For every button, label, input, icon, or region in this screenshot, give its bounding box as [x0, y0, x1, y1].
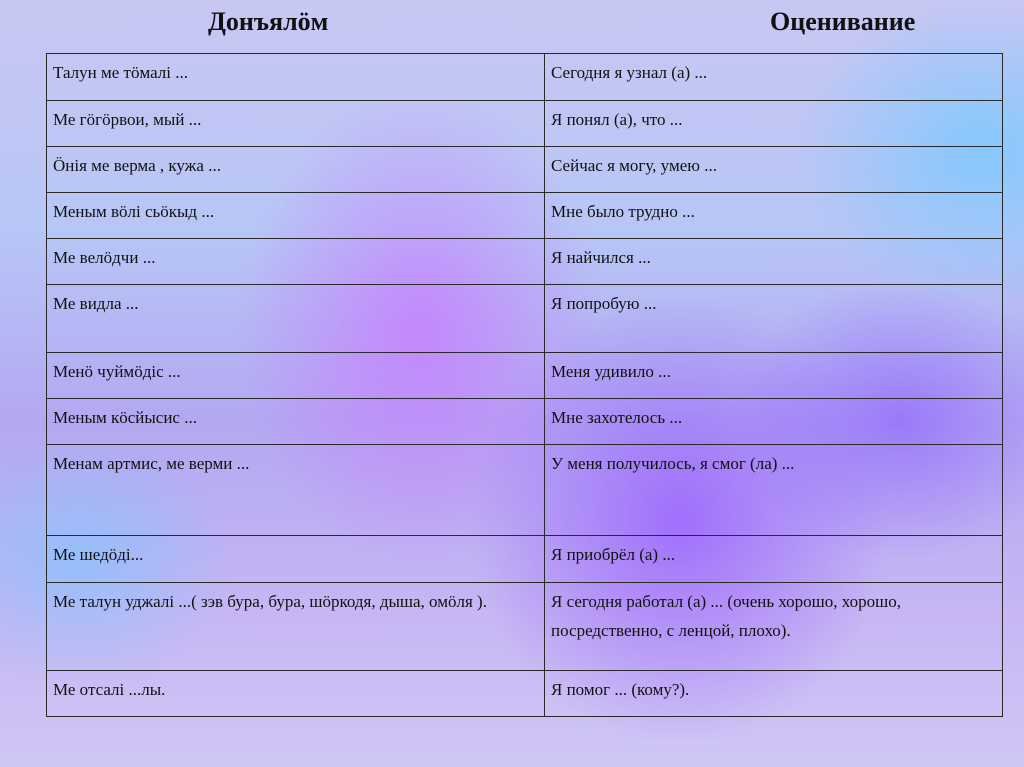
table-cell-left: Менӧ чуймӧдіс ... — [47, 353, 545, 399]
table-row — [47, 399, 1003, 445]
table-cell-left: Ме гӧгӧрвои, мый ... — [47, 101, 545, 147]
table-cell-right: У меня получилось, я смог (ла) ... — [545, 445, 1003, 536]
table-cell-left: Ме видла ... — [47, 285, 545, 353]
table-cell-left: Меным вӧлі сьӧкыд ... — [47, 193, 545, 239]
table-cell-left: Ме талун уджалі ...( зэв бура, бура, шӧркодя, дыша, омӧля ). — [47, 583, 545, 671]
table-cell-left: Ӧнія ме верма , кужа ... — [47, 147, 545, 193]
table-row — [47, 583, 1003, 671]
table-cell-right: Я найчился ... — [545, 239, 1003, 285]
table-cell-right: Мне было трудно ... — [545, 193, 1003, 239]
table-cell-left: Меным кӧсйысис ... — [47, 399, 545, 445]
table-cell-right: Я помог ... (кому?). — [545, 671, 1003, 717]
table-row — [47, 239, 1003, 285]
table-cell-left: Менам артмис, ме верми ... — [47, 445, 545, 536]
header-left: Донъялӧм — [208, 7, 329, 36]
table-row — [47, 101, 1003, 147]
table-row — [47, 193, 1003, 239]
table-row — [47, 671, 1003, 717]
table-cell-right: Сейчас я могу, умею ... — [545, 147, 1003, 193]
table-cell-right: Я понял (а), что ... — [545, 101, 1003, 147]
table-row — [47, 54, 1003, 101]
table-cell-left: Ме велӧдчи ... — [47, 239, 545, 285]
table-row — [47, 285, 1003, 353]
table-cell-left: Талун ме тӧмалі ... — [47, 54, 545, 101]
column-headers — [0, 0, 1024, 46]
table-cell-right: Я приобрёл (а) ... — [545, 536, 1003, 583]
table-cell-right: Сегодня я узнал (а) ... — [545, 54, 1003, 101]
header-right: Оценивание — [770, 7, 916, 36]
table-cell-left: Ме отсалі ...лы. — [47, 671, 545, 717]
table-row — [47, 445, 1003, 536]
table-cell-right: Я сегодня работал (а) ... (очень хорошо, хорошо, посредственно, с ленцой, плохо). — [545, 583, 1003, 671]
table-cell-right: Меня удивило ... — [545, 353, 1003, 399]
table-cell-right: Мне захотелось ... — [545, 399, 1003, 445]
table-cell-right: Я попробую ... — [545, 285, 1003, 353]
table-row — [47, 147, 1003, 193]
table-row — [47, 536, 1003, 583]
table-cell-left: Ме шедӧді... — [47, 536, 545, 583]
table-row — [47, 353, 1003, 399]
reflection-table — [46, 53, 1003, 717]
